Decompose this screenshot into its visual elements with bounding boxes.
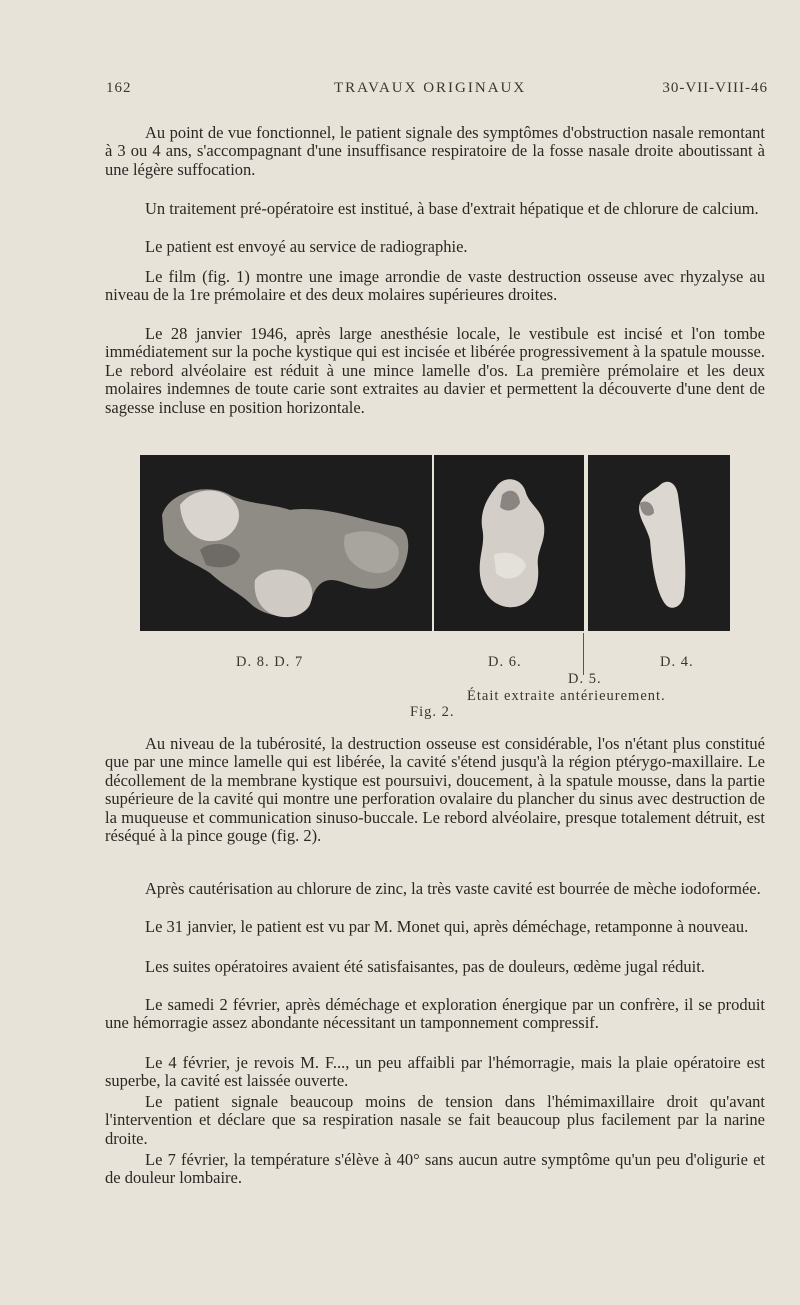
paragraph-functional: Au point de vue fonctionnel, le patient signale des symptômes d'obstruction nasale remontant à 3 ou 4 ans, s'accompagnant d'une insuffisance respiratoire de la fosse nasale droite aboutissant à une légère suffocation. [105,123,765,179]
paragraph-tuberosity: Au niveau de la tubérosité, la destruction osseuse est considérable, l'os n'étant plus constitué que par une mince lamelle qui est libérée, la cavité s'étend jusqu'à la région ptérygo-maxillaire. Le décollement de la membrane kystique est poursuivi, doucement, à la spatule mousse, dans la partie supérieure de la cavité qui montre une perforation ovalaire du plancher du sinus avec destruction de la muqueuse et communication sinuso-buccale. Le rebord alvéolaire, presque totalement détruit, est réséqué à la pince gouge (fig. 2). [105,734,765,846]
page-number: 162 [106,80,132,96]
figure-caption: Fig. 2. [410,704,455,720]
paragraph-suites: Les suites opératoires avaient été satisfaisantes, pas de douleurs, œdème jugal réduit. [145,957,705,976]
paragraph-preop-treatment: Un traitement pré-opératoire est institué, à base d'extrait hépatique et de chlorure de calcium. [145,199,759,218]
label-d5-note: Était extraite antérieurement. [467,688,666,704]
label-d8-d7: D. 8. D. 7 [236,654,304,670]
label-d4: D. 4. [660,654,694,670]
figure-teeth-photo [140,455,730,631]
label-d6: D. 6. [488,654,522,670]
paragraph-feb7: Le 7 février, la température s'élève à 40° sans aucun autre symptôme qu'un peu d'oligurie et de douleur lombaire. [105,1150,765,1188]
photo-d8-d7 [140,455,432,631]
paragraph-operation: Le 28 janvier 1946, après large anesthésie locale, le vestibule est incisé et l'on tombe immédiatement sur la poche kystique qui est incisée et libérée progressivement à la spatule mousse. Le rebord alvéolaire est réduit à une mince lamelle d'os. La première prémolaire et les deux molaires indemnes de toute carie sont extraites au davier et permettent la découverte d'une dent de sagesse incluse en position horizontale. [105,324,765,417]
running-title: TRAVAUX ORIGINAUX [334,80,527,96]
issue-date: 30-VII-VIII-46 [662,80,768,96]
paragraph-radiography: Le patient est envoyé au service de radiographie. [145,237,468,256]
paragraph-film: Le film (fig. 1) montre une image arrondie de vaste destruction osseuse avec rhyzalyse au niveau de la 1re prémolaire et des deux molaires supérieures droites. [105,267,765,305]
paragraph-feb2: Le samedi 2 février, après déméchage et exploration énergique par un confrère, il se produit une hémorragie assez abondante nécessitant un tamponnement compressif. [105,995,765,1033]
paragraph-cauterization: Après cautérisation au chlorure de zinc, la très vaste cavité est bourrée de mèche iodoformée. [145,879,761,898]
figure-divider [583,633,584,675]
paragraph-feb4: Le 4 février, je revois M. F..., un peu affaibli par l'hémorragie, mais la plaie opératoire est superbe, la cavité est laissée ouverte. [105,1053,765,1091]
paragraph-jan31: Le 31 janvier, le patient est vu par M. Monet qui, après déméchage, retamponne à nouveau. [145,917,749,936]
photo-d4 [588,455,730,631]
photo-d6 [434,455,584,631]
paragraph-tension: Le patient signale beaucoup moins de tension dans l'hémimaxillaire droit qu'avant l'intervention et déclare que sa respiration nasale se fait beaucoup plus facilement par la narine droite. [105,1092,765,1148]
label-d5: D. 5. [568,671,602,687]
